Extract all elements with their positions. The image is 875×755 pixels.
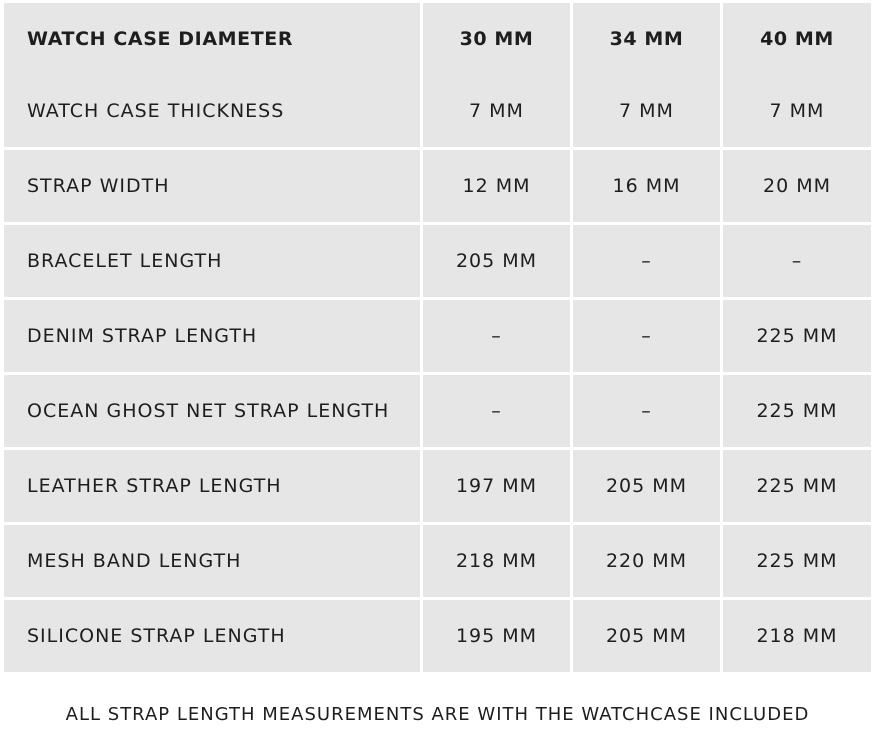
row-value-40mm: 20 MM xyxy=(723,150,871,225)
header-row xyxy=(4,3,871,75)
size-chart-body xyxy=(4,75,871,672)
measurement-footnote: ALL STRAP LENGTH MEASUREMENTS ARE WITH THE WATCHCASE INCLUDED xyxy=(65,704,810,725)
row-value-34mm: 220 MM xyxy=(573,525,723,600)
row-value-34mm: – xyxy=(573,375,723,450)
row-label: LEATHER STRAP LENGTH xyxy=(4,450,423,525)
table-row xyxy=(4,75,871,150)
header-cell-34mm: 34 MM xyxy=(573,3,723,75)
table-row xyxy=(4,300,871,375)
size-chart-table xyxy=(4,3,871,672)
row-value-34mm: 7 MM xyxy=(573,75,723,150)
row-label: OCEAN GHOST NET STRAP LENGTH xyxy=(4,375,423,450)
row-value-34mm: 16 MM xyxy=(573,150,723,225)
row-value-40mm: 218 MM xyxy=(723,600,871,672)
header-cell-40mm: 40 MM xyxy=(723,3,871,75)
row-value-40mm: – xyxy=(723,225,871,300)
row-label: SILICONE STRAP LENGTH xyxy=(4,600,423,672)
row-value-34mm: – xyxy=(573,300,723,375)
table-row xyxy=(4,375,871,450)
row-label: BRACELET LENGTH xyxy=(4,225,423,300)
row-value-34mm: – xyxy=(573,225,723,300)
row-label: MESH BAND LENGTH xyxy=(4,525,423,600)
row-value-30mm: 195 MM xyxy=(423,600,573,672)
table-row xyxy=(4,150,871,225)
table-row xyxy=(4,450,871,525)
row-value-40mm: 7 MM xyxy=(723,75,871,150)
row-value-40mm: 225 MM xyxy=(723,300,871,375)
row-value-40mm: 225 MM xyxy=(723,525,871,600)
table-row xyxy=(4,225,871,300)
row-value-30mm: 218 MM xyxy=(423,525,573,600)
row-value-30mm: – xyxy=(423,375,573,450)
row-value-30mm: 7 MM xyxy=(423,75,573,150)
row-value-34mm: 205 MM xyxy=(573,600,723,672)
table-row xyxy=(4,525,871,600)
header-cell-30mm: 30 MM xyxy=(423,3,573,75)
row-value-30mm: 197 MM xyxy=(423,450,573,525)
row-value-40mm: 225 MM xyxy=(723,375,871,450)
header-cell-case-diameter: WATCH CASE DIAMETER xyxy=(4,3,423,75)
row-label: STRAP WIDTH xyxy=(4,150,423,225)
row-value-30mm: – xyxy=(423,300,573,375)
table-row xyxy=(4,600,871,672)
row-label: WATCH CASE THICKNESS xyxy=(4,75,423,150)
row-value-40mm: 225 MM xyxy=(723,450,871,525)
row-value-30mm: 12 MM xyxy=(423,150,573,225)
row-label: DENIM STRAP LENGTH xyxy=(4,300,423,375)
size-chart-header xyxy=(4,3,871,75)
row-value-30mm: 205 MM xyxy=(423,225,573,300)
row-value-34mm: 205 MM xyxy=(573,450,723,525)
